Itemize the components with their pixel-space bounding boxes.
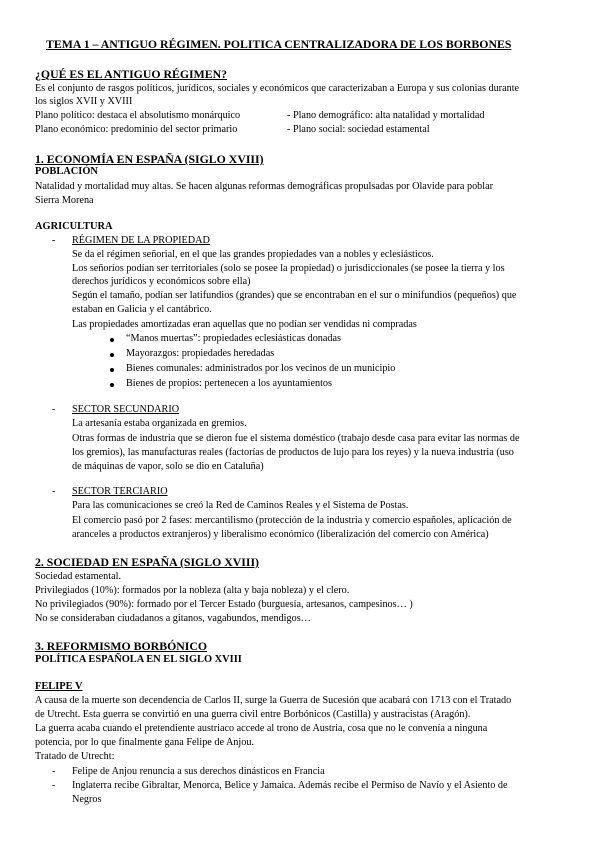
bullet-icon	[110, 353, 114, 357]
paragraph-line: Es el conjunto de rasgos políticos, jurídicos, sociales y económicos que caracterizaban a Europa y sus colonias durante	[35, 83, 520, 94]
paragraph-line: Según el tamaño, podían ser latifundios (grandes) que se encontraban en el sur o minifundios (pequeños) que	[72, 290, 517, 301]
paragraph-line: Los señoríos podían ser territoriales (solo se posee la propiedad) o jurisdiccionales (se posee la tierra y los	[72, 263, 505, 274]
paragraph-line: Tratado de Utrecht:	[35, 751, 115, 762]
list-dash: -	[52, 486, 56, 497]
paragraph-line: La guerra acaba cuando el pretendiente austriaco accede al trono de Austria, cosa que no le convenía a ninguna	[35, 723, 488, 734]
paragraph-line: La artesanía estaba organizada en gremios.	[72, 418, 247, 429]
section-heading-antiguo-regimen: ¿QUÉ ES EL ANTIGUO RÉGIMEN?	[35, 67, 228, 81]
list-dash: -	[52, 404, 56, 415]
subheading-poblacion: POBLACIÓN	[35, 166, 98, 177]
paragraph-line: de máquinas de vapor, solo se dio en Cataluña)	[72, 461, 264, 472]
paragraph-line: Las propiedades amortizadas eran aquellas que no podían ser vendidas ni compradas	[72, 319, 417, 330]
section-heading-reformismo: 3. REFORMISMO BORBÓNICO	[35, 639, 208, 653]
paragraph-line: No privilegiados (90%): formado por el Tercer Estado (burguesía, artesanos, campesinos… )	[35, 599, 413, 610]
bullet-icon	[110, 338, 114, 342]
paragraph-line: Sociedad estamental.	[35, 571, 121, 582]
paragraph-line: de Utrecht. Esta guerra se convirtió en una guerra civil entre Borbónicos (Castilla) y austracistas (Aragón).	[35, 709, 471, 720]
bullet-item: “Manos muertas”: propiedades eclesiásticas donadas	[126, 333, 341, 344]
subheading-sector-secundario: SECTOR SECUNDARIO	[72, 404, 180, 415]
paragraph-line: Privilegiados (10%): formados por la nobleza (alta y baja nobleza) y el clero.	[35, 585, 350, 596]
section-heading-sociedad: 2. SOCIEDAD EN ESPAÑA (SIGLO XVIII)	[35, 555, 259, 569]
dash-item-continuation: Negros	[72, 794, 102, 805]
plane-social: - Plano social: sociedad estamental	[287, 124, 430, 135]
subheading-felipe-v: FELIPE V	[35, 681, 83, 692]
list-dash: -	[52, 766, 56, 777]
document-title: TEMA 1 – ANTIGUO RÉGIMEN. POLITICA CENTRALIZADORA DE LOS BORBONES	[46, 37, 512, 51]
subheading-sector-terciario: SECTOR TERCIARIO	[72, 486, 168, 497]
plane-demographic: - Plano demográfico: alta natalidad y mortalidad	[287, 110, 485, 121]
bullet-item: Mayorazgos: propiedades heredadas	[126, 348, 275, 359]
section-heading-economia: 1. ECONOMÍA EN ESPAÑA (SIGLO XVIII)	[35, 152, 264, 166]
paragraph-line: No se consideraban ciudadanos a gitanos, vagabundos, mendigos…	[35, 613, 311, 624]
bullet-icon	[110, 368, 114, 372]
paragraph-line: potencia, por lo que finalmente gana Felipe de Anjou.	[35, 737, 254, 748]
subheading-regimen-propiedad: RÉGIMEN DE LA PROPIEDAD	[72, 235, 210, 246]
paragraph-line: Sierra Morena	[35, 195, 94, 206]
plane-political: Plano político: destaca el absolutismo monárquico	[35, 110, 241, 121]
dash-item: Felipe de Anjou renuncia a sus derechos dinásticos en Francia	[72, 766, 325, 777]
dash-item: Inglaterra recibe Gibraltar, Menorca, Belice y Jamaica. Además recibe el Permiso de Navío y el Asiento de	[72, 780, 508, 791]
list-dash: -	[52, 235, 56, 246]
plane-economic: Plano económico: predominio del sector primario	[35, 124, 238, 135]
paragraph-line: El comercio pasó por 2 fases: mercantilismo (protección de la industria y comercio españoles, aplicación de	[72, 515, 512, 526]
bullet-item: Bienes de propios: pertenecen a los ayuntamientos	[126, 378, 332, 389]
paragraph-line: Para las comunicaciones se creó la Red de Caminos Reales y el Sistema de Postas.	[72, 500, 409, 511]
paragraph-line: A causa de la muerte son decendencia de Carlos II, surge la Guerra de Sucesión que acabará con 1713 con el Tratado	[35, 695, 512, 706]
paragraph-line: estaban en Galicia y el cantábrico.	[72, 304, 212, 315]
paragraph-line: Se da el régimen señorial, en el que las grandes propiedades van a nobles y eclesiásticos.	[72, 249, 434, 260]
list-dash: -	[52, 780, 56, 791]
bullet-icon	[110, 383, 114, 387]
paragraph-line: Otras formas de industria que se dieron fue el sistema doméstico (trabajo desde casa para evitar las normas de	[72, 433, 520, 444]
paragraph-line: los siglos XVII y XVIII	[35, 96, 133, 107]
paragraph-line: los gremios), las manufacturas reales (factorías de productos de lujo para los reyes) y la nueva industria (uso	[72, 447, 514, 458]
paragraph-line: aranceles a productos extranjeros) y liberalismo económico (liberalización del comercio con América)	[72, 529, 489, 540]
paragraph-line: derechos jurídicos y económicos sobre ella)	[72, 276, 251, 287]
bullet-item: Bienes comunales: administrados por los vecinos de un municipio	[126, 363, 396, 374]
subheading-politica-espanola: POLÍTICA ESPAÑOLA EN EL SIGLO XVIII	[35, 654, 242, 665]
paragraph-line: Natalidad y mortalidad muy altas. Se hacen algunas reformas demográficas propulsadas por Olavide para poblar	[35, 181, 493, 192]
subheading-agricultura: AGRICULTURA	[35, 221, 113, 232]
